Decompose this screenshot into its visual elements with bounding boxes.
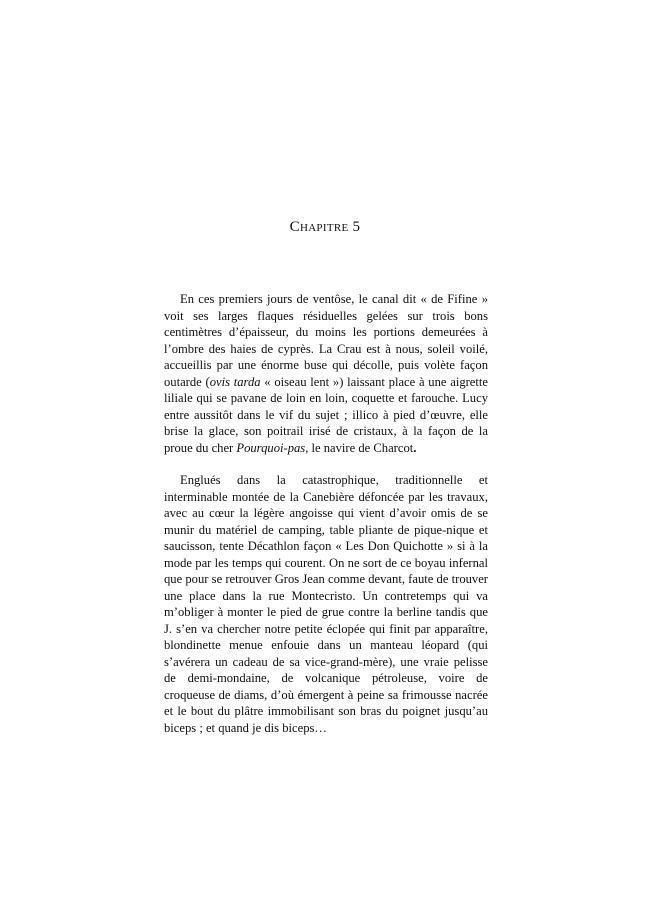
text-segment: « oiseau lent ») laissant place à une aigrette liliale qui se pavane de loin en loin, coquette et farouche. Lucy entre aussitôt dans le vif du sujet ; illico à pied d’œuvre, elle brise la glace, son poitrail irisé de cristaux, à la façon de la proue du cher — [164, 374, 488, 455]
text-segment: En ces premiers jours de ventôse, le canal dit « de Fifine » voit ses larges flaques résiduelles gelées sur trois bons centimètres d’épaisseur, du moins les portions demeurées à l’ombre des haies de cyprès. La Crau est à nous, soleil voilé, accueillis par une énorme buse qui décolle, puis volète façon outarde ( — [164, 292, 488, 389]
paragraph-2 — [164, 472, 488, 736]
chapter-body — [164, 291, 488, 736]
italic-segment: ovis tarda — [209, 374, 261, 389]
paragraph-1 — [164, 291, 488, 456]
bold-segment: . — [413, 440, 417, 455]
text-segment: , le navire de Charcot — [305, 440, 414, 455]
italic-segment: Pourquoi-pas — [236, 440, 306, 455]
text-segment: Englués dans la catastrophique, traditionnelle et interminable montée de la Canebière défoncée par les travaux, avec au cœur la légère angoisse qui vient d’avoir omis de se munir du matériel de camping, table pliante de pique-nique et saucisson, tente Décathlon façon « Les Don Quichotte » si à la mode par les temps qui courent. On ne sort de ce boyau infernal que pour se retrouver Gros Jean comme devant, faute de trouver une place dans la rue Montecristo. Un contretemps qui va m’obliger à monter le pied de grue contre la berline tandis que J. s’en va chercher notre petite éclopée qui finit par apparaître, blondinette menue enfouie dans un manteau léopard (qui s’avérera un cadeau de sa vice-grand-mère), une vraie pelisse de demi-mondaine, de volcanique pétroleuse, voire de croqueuse de diams, d’où émergent à peine sa frimousse nacrée et le bout du plâtre immobilisant son bras du poignet jusqu’au biceps ; et quand je dis biceps… — [164, 473, 488, 735]
chapter-title: Chapitre 5 — [289, 219, 361, 235]
